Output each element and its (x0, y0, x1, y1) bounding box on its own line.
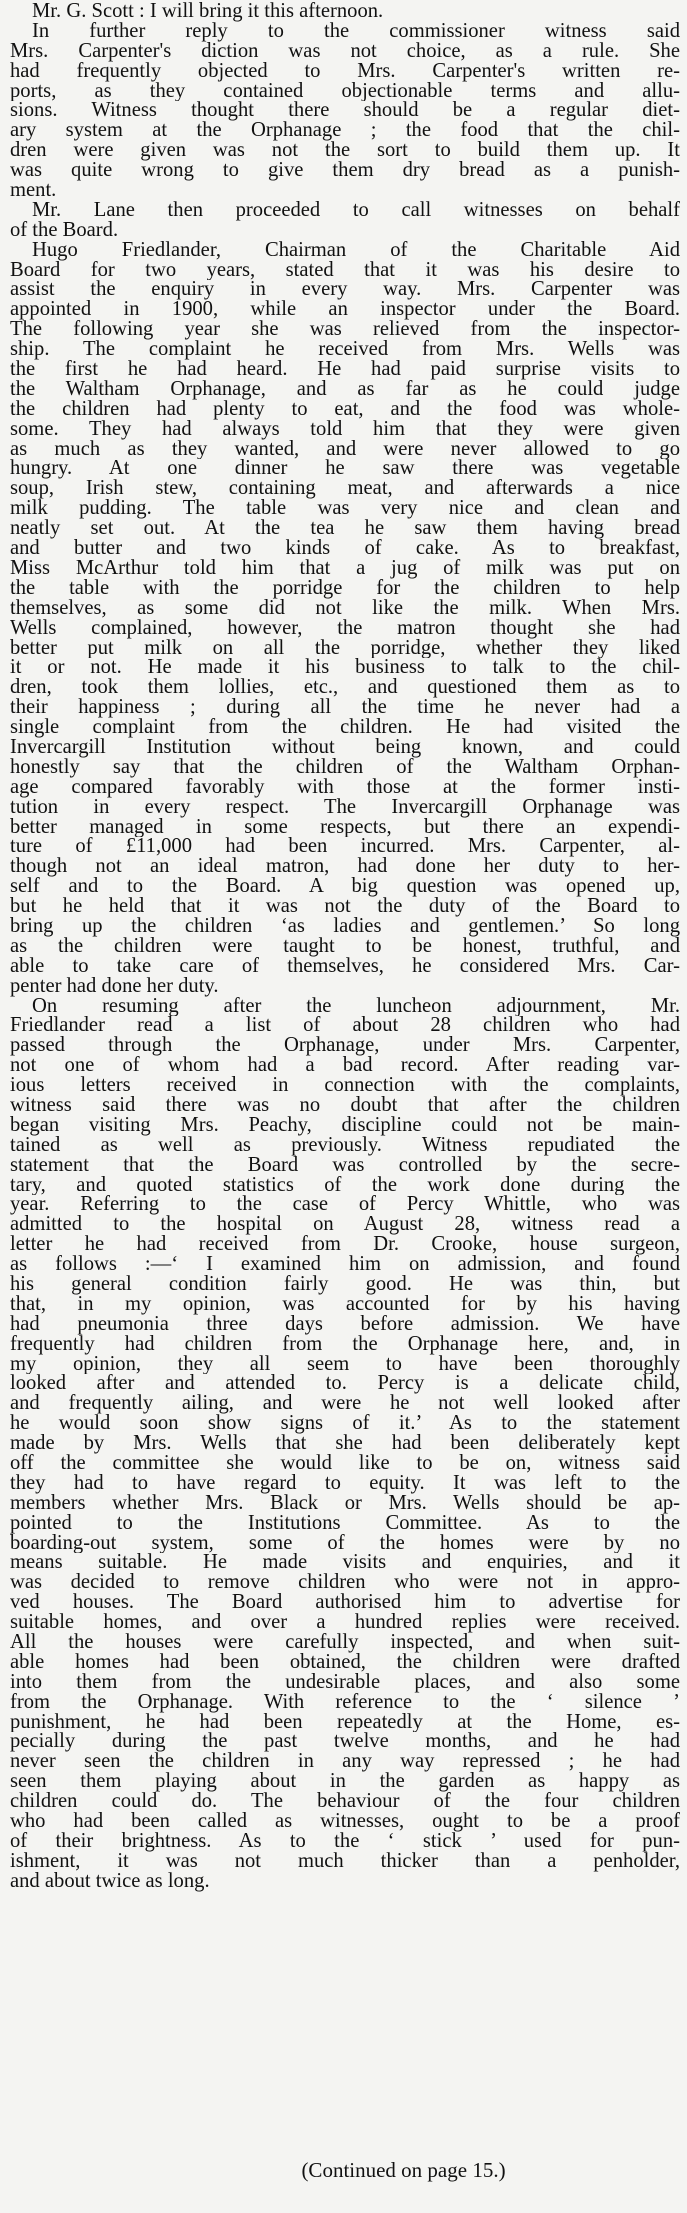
text-line: was quite wrong to give them dry bread as a punish- (10, 161, 680, 182)
text-line: The following year she was relieved from the inspector- (10, 320, 680, 341)
text-line: had frequently objected to Mrs. Carpenter's written re- (10, 61, 680, 82)
text-line: letter he had received from Dr. Crooke, house surgeon, (10, 1235, 680, 1256)
text-line: passed through the Orphanage, under Mrs. Carpenter, (10, 1036, 680, 1057)
text-line: began visiting Mrs. Peachy, discipline could not be main- (10, 1115, 680, 1136)
text-line: better managed in some respects, but there an expendi- (10, 817, 680, 838)
text-line: ment. (10, 181, 57, 201)
text-line: better put milk on all the porridge, whether they liked (10, 638, 680, 659)
text-line: who had been called as witnesses, ought to be a proof (10, 1812, 680, 1832)
continuation-text: (Continued on page 15.) (301, 2158, 506, 2182)
text-line: not one of whom had a bad record. After reading var- (10, 1056, 680, 1077)
text-line: made by Mrs. Wells that she had been deliberately kept (10, 1434, 680, 1455)
text-line: Board for two years, stated that it was his desire to (10, 260, 680, 281)
text-line: Invercargill Institution without being known, and could (10, 737, 680, 758)
text-line: tution in every respect. The Invercargill Orphanage was (10, 797, 680, 818)
text-line: age compared favorably with those at the former insti- (10, 777, 680, 798)
text-line: punishment, he had been repeatedly at the Home, es- (10, 1712, 680, 1733)
text-line: dren were given was not the sort to build them up. It (10, 141, 680, 162)
text-line: Hugo Friedlander, Chairman of the Charitable Aid (32, 240, 680, 261)
text-line: Mr. Lane then proceeded to call witnesses on behalf (32, 200, 680, 221)
text-line: statement that the Board was controlled by the secre- (10, 1155, 680, 1176)
text-line: off the committee she would like to be on, witness said (10, 1454, 680, 1474)
text-line: sions. Witness thought there should be a regular diet- (10, 101, 680, 122)
text-line: Wells complained, however, the matron thought she had (10, 618, 680, 639)
text-line: bring up the children ‘as ladies and gentlemen.’ So long (10, 916, 680, 937)
text-line: he would soon show signs of it.’ As to the statement (10, 1414, 680, 1435)
text-line: Friedlander read a list of about 28 children who had (10, 1016, 680, 1037)
text-line: assist the enquiry in every way. Mrs. Carpenter was (10, 280, 680, 301)
text-line: of their brightness. As to the ‘ stick ’ used for pun- (10, 1831, 680, 1852)
text-line: able homes had been obtained, the children were drafted (10, 1652, 680, 1673)
text-line: pecially during the past twelve months, and he had (10, 1732, 680, 1753)
text-line: hungry. At one dinner he saw there was vegetable (10, 459, 680, 480)
text-line: ious letters received in connection with the complaints, (10, 1076, 680, 1096)
text-line: frequently had children from the Orphanage here, and, in (10, 1334, 680, 1355)
continuation-note (0, 2158, 687, 2183)
text-line: that, in my opinion, was accounted for by his having (10, 1294, 680, 1315)
text-line: single complaint from the children. He had visited the (10, 718, 680, 738)
text-line: his general condition fairly good. He was thin, but (10, 1275, 680, 1295)
text-line: they had to have regard to equity. It was left to the (10, 1473, 680, 1494)
article-body (10, 2, 680, 1892)
text-line: the table with the porridge for the children to help (10, 578, 680, 599)
text-line: ary system at the Orphanage ; the food that the chil- (10, 121, 680, 142)
text-line: neatly set out. At the tea he saw them having bread (10, 519, 680, 540)
text-line: never seen the children in any way repressed ; he had (10, 1752, 680, 1773)
text-line: soup, Irish stew, containing meat, and afterwards a nice (10, 479, 680, 500)
text-line: Mrs. Carpenter's diction was not choice, as a rule. She (10, 41, 680, 62)
text-line: it or not. He made it his business to talk to the chil- (10, 658, 680, 679)
text-line: suitable homes, and over a hundred replies were received. (10, 1613, 680, 1634)
text-line: self and to the Board. A big question was opened up, (10, 877, 680, 898)
text-line: milk pudding. The table was very nice and clean and (10, 499, 680, 520)
text-line: ishment, it was not much thicker than a penholder, (10, 1851, 680, 1872)
text-line: seen them playing about in the garden as happy as (10, 1772, 680, 1793)
text-line: their happiness ; during all the time he never had a (10, 698, 680, 719)
text-line: ture of £11,000 had been incurred. Mrs. Carpenter, al- (10, 837, 680, 858)
text-line: penter had done her duty. (10, 976, 219, 997)
text-line: as the children were taught to be honest, truthful, and (10, 936, 680, 957)
text-line: the children had plenty to eat, and the food was whole- (10, 399, 680, 420)
text-line: of the Board. (10, 220, 119, 241)
text-line: as follows :—‘ I examined him on admission, and found (10, 1255, 680, 1275)
text-line: tary, and quoted statistics of the work done during the (10, 1175, 680, 1196)
text-line: Mr. G. Scott : I will bring it this afternoon. (32, 2, 384, 22)
text-line: my opinion, they all seem to have been thoroughly (10, 1354, 680, 1375)
text-line: children could do. The behaviour of the four children (10, 1792, 680, 1813)
text-line: but he held that it was not the duty of the Board to (10, 897, 680, 917)
text-line: the first he had heard. He had paid surprise visits to (10, 360, 680, 380)
text-line: and about twice as long. (10, 1871, 210, 1892)
text-line: year. Referring to the case of Percy Whittle, who was (10, 1195, 680, 1216)
text-line: In further reply to the commissioner witness said (32, 21, 680, 42)
text-line: though not an ideal matron, had done her duty to her- (10, 857, 680, 878)
text-line: and butter and two kinds of cake. As to breakfast, (10, 539, 680, 559)
text-line: admitted to the hospital on August 28, witness read a (10, 1215, 680, 1236)
text-line: as much as they wanted, and were never allowed to go (10, 439, 680, 460)
text-line: Miss McArthur told him that a jug of milk was put on (10, 558, 680, 579)
text-line: had pneumonia three days before admission. We have (10, 1314, 680, 1335)
text-line: ports, as they contained objectionable terms and allu- (10, 81, 680, 102)
text-line: appointed in 1900, while an inspector under the Board. (10, 300, 680, 321)
text-line: boarding-out system, some of the homes were by no (10, 1533, 680, 1554)
text-line: witness said there was no doubt that after the children (10, 1095, 680, 1116)
text-line: members whether Mrs. Black or Mrs. Wells should be ap- (10, 1493, 680, 1514)
text-line: dren, took them lollies, etc., and questioned them as to (10, 678, 680, 699)
text-line: into them from the undesirable places, and also some (10, 1672, 680, 1693)
text-line: the Waltham Orphanage, and as far as he could judge (10, 379, 680, 400)
text-line: On resuming after the luncheon adjournment, Mr. (32, 996, 680, 1017)
text-line: tained as well as previously. Witness repudiated the (10, 1135, 680, 1156)
text-line: themselves, as some did not like the milk. When Mrs. (10, 598, 680, 619)
text-line: ship. The complaint he received from Mrs. Wells was (10, 340, 680, 361)
text-line: honestly say that the children of the Waltham Orphan- (10, 757, 680, 778)
text-line: was decided to remove children who were not in appro- (10, 1573, 680, 1594)
text-line: pointed to the Institutions Committee. As to the (10, 1513, 680, 1534)
text-line: means suitable. He made visits and enquiries, and it (10, 1553, 680, 1574)
text-line: able to take care of themselves, he considered Mrs. Car- (10, 956, 680, 977)
text-line: looked after and attended to. Percy is a delicate child, (10, 1374, 680, 1395)
text-line: ved houses. The Board authorised him to advertise for (10, 1593, 680, 1614)
text-line: from the Orphanage. With reference to the ‘ silence ’ (10, 1692, 680, 1713)
text-line: and frequently ailing, and were he not well looked after (10, 1394, 680, 1415)
text-line: All the houses were carefully inspected, and when suit- (10, 1633, 680, 1653)
text-line: some. They had always told him that they were given (10, 419, 680, 440)
